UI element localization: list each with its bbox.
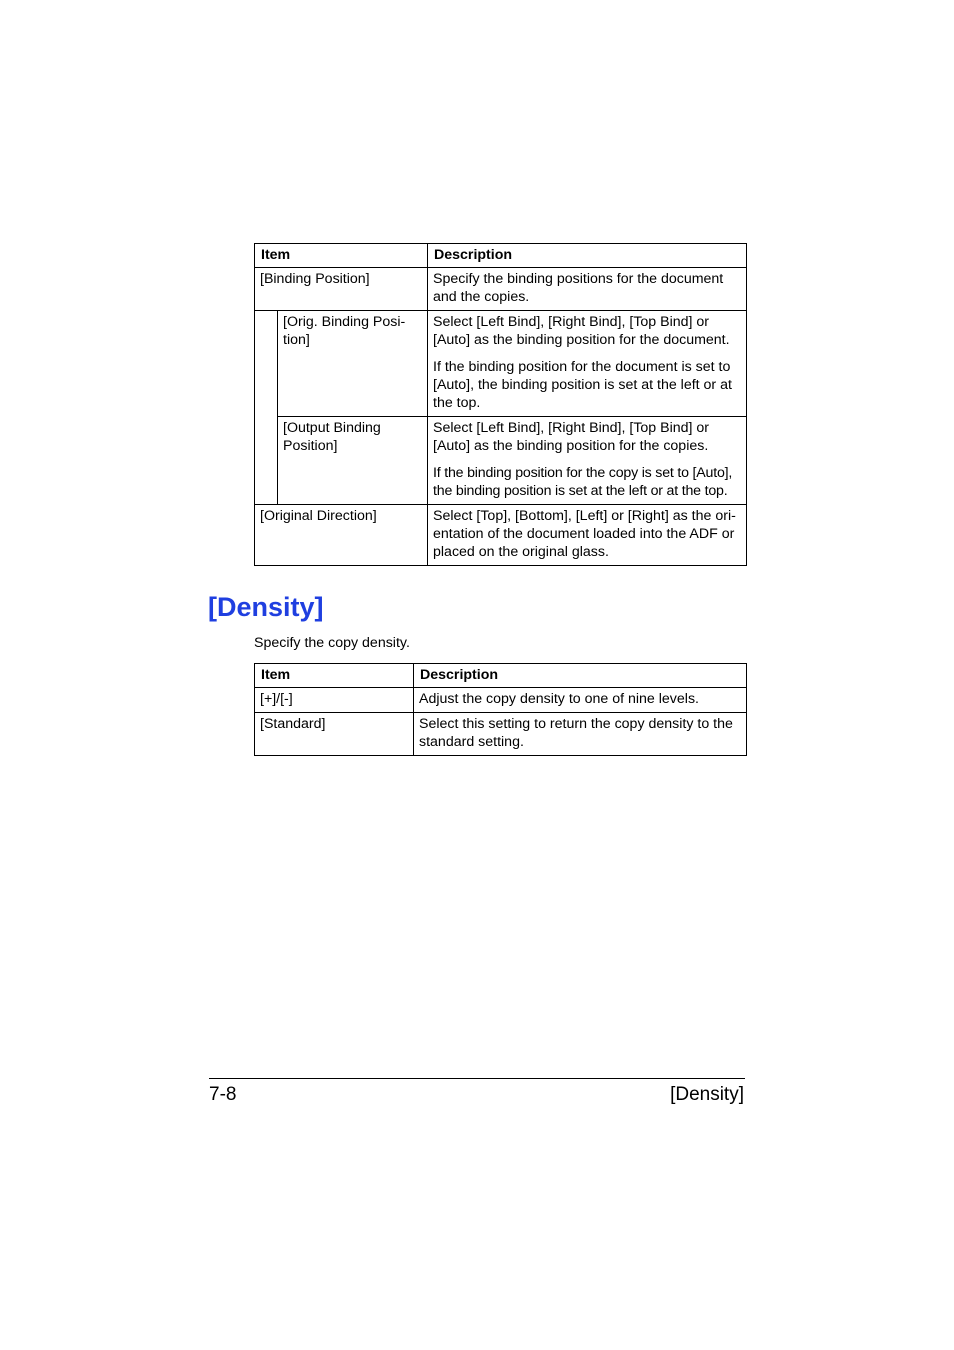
table-row xyxy=(255,505,747,566)
description-cell xyxy=(428,311,747,417)
item-cell: [Orig. Binding Posi- tion] xyxy=(278,311,428,417)
description-cell xyxy=(428,417,747,505)
item-column-header: Item xyxy=(255,244,428,268)
description-cell xyxy=(428,268,747,311)
section-intro: Specify the copy density. xyxy=(254,635,410,651)
description-text: Specify the binding positions for the document and the copies. xyxy=(433,271,724,305)
item-cell: [Original Direction] xyxy=(255,505,428,566)
description-text: If the binding position for the copy is set to [Auto], the binding position is set at the left or at the top. xyxy=(433,465,733,499)
indent-cell xyxy=(255,311,278,417)
item-cell: [Standard] xyxy=(255,713,414,756)
description-column-header: Description xyxy=(414,664,747,688)
item-column-header: Item xyxy=(255,664,414,688)
description-cell xyxy=(428,505,747,566)
density-table xyxy=(254,663,747,756)
table-row xyxy=(255,311,747,417)
description-text: Select [Top], [Bottom], [Left] or [Right] as the ori- entation of the document loaded into the ADF or placed on the original glass. xyxy=(433,508,736,560)
table-row xyxy=(255,688,747,713)
item-cell: [+]/[-] xyxy=(255,688,414,713)
table-header-row xyxy=(255,244,747,268)
table-header-row xyxy=(255,664,747,688)
description-text: If the binding position for the document is set to [Auto], the binding position is set at the left or at the top. xyxy=(433,359,732,411)
description-text: Select [Left Bind], [Right Bind], [Top Bind] or [Auto] as the binding position for the copies. xyxy=(433,420,710,454)
footer-divider xyxy=(209,1078,745,1079)
table-row xyxy=(255,268,747,311)
indent-cell xyxy=(255,417,278,505)
item-cell: [Binding Position] xyxy=(255,268,428,311)
item-cell: [Output Binding Position] xyxy=(278,417,428,505)
description-column-header: Description xyxy=(428,244,747,268)
description-cell: Adjust the copy density to one of nine levels. xyxy=(414,688,747,713)
table-row xyxy=(255,417,747,505)
table-row xyxy=(255,713,747,756)
page-number: 7-8 xyxy=(209,1084,237,1105)
description-cell: Select this setting to return the copy density to the standard setting. xyxy=(414,713,747,756)
footer-section-title: [Density] xyxy=(670,1084,744,1105)
description-text: Select [Left Bind], [Right Bind], [Top Bind] or [Auto] as the binding position for the document. xyxy=(433,314,730,348)
section-heading: [Density] xyxy=(208,592,324,622)
binding-settings-table xyxy=(254,243,747,566)
